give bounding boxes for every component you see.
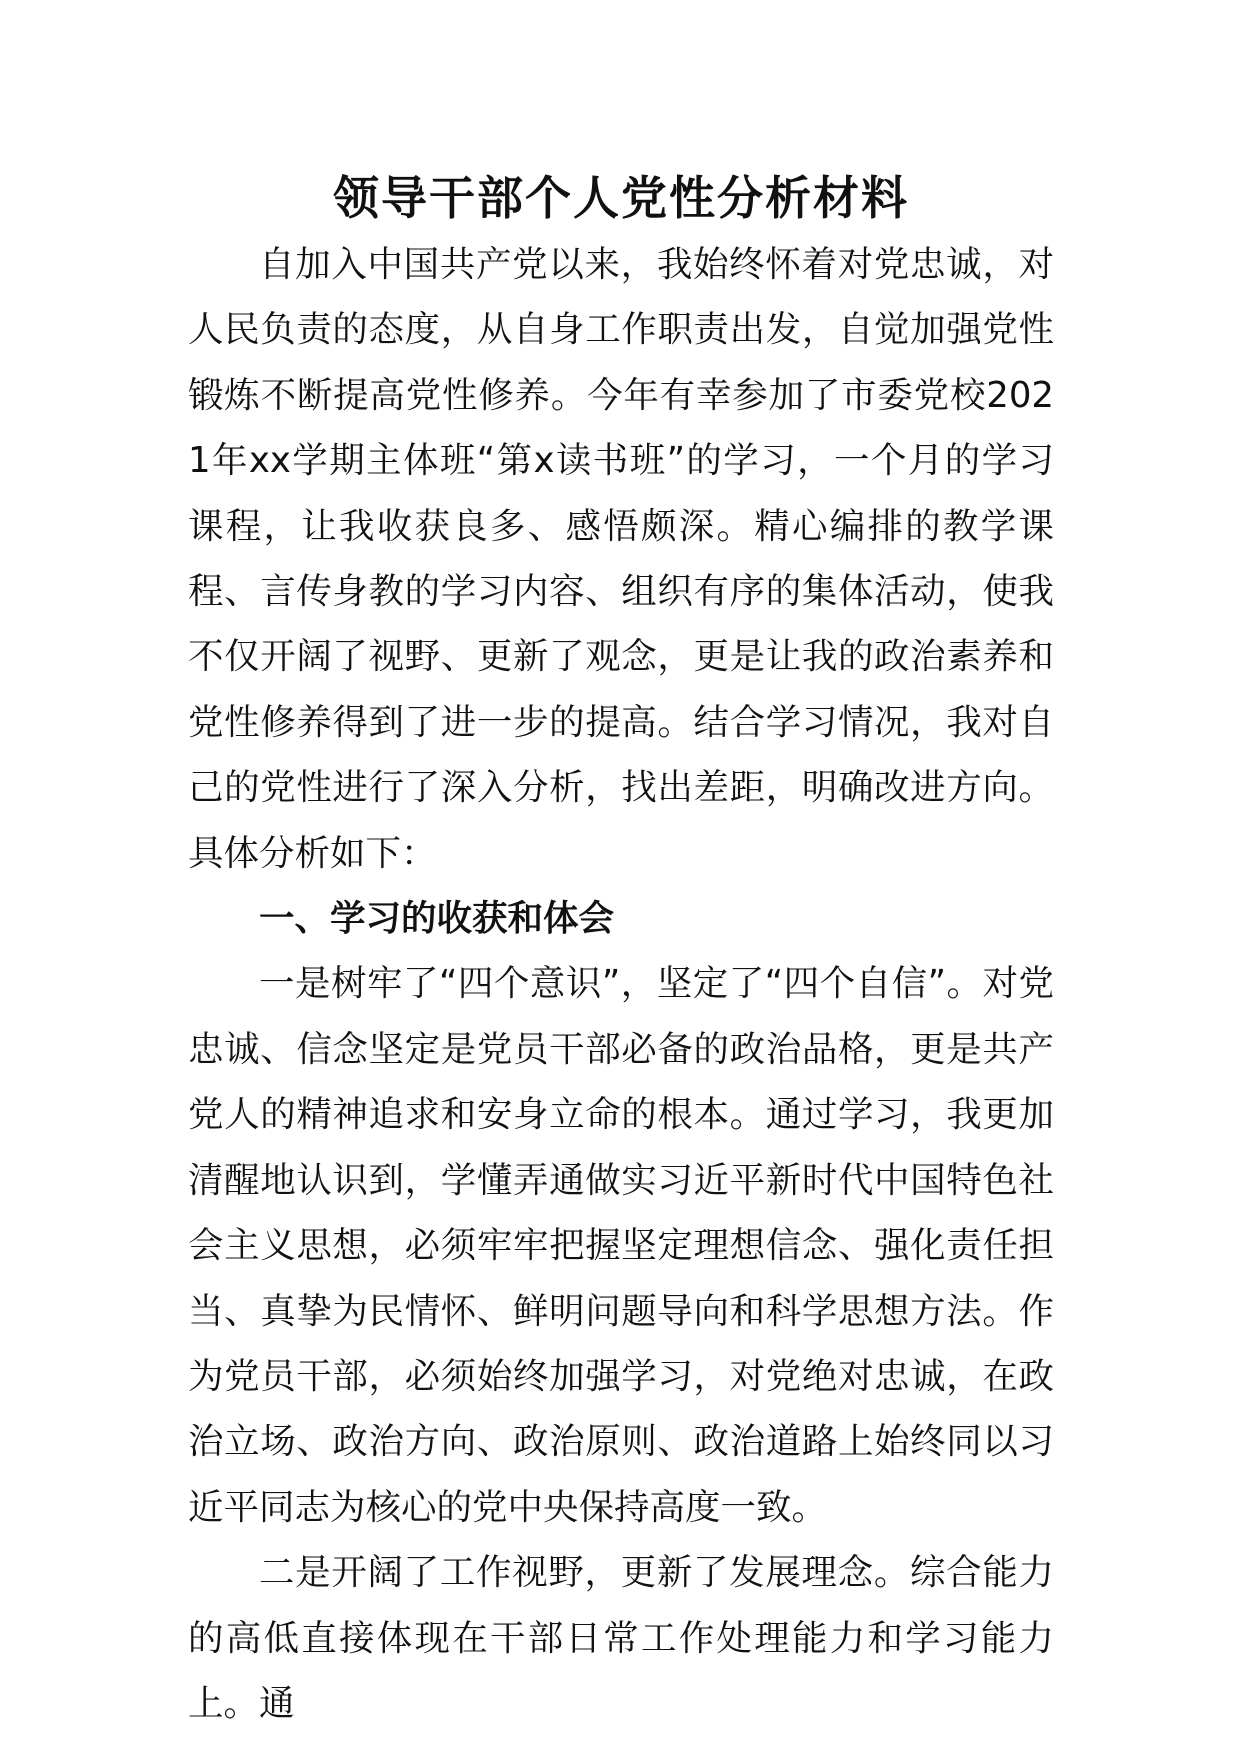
document-body — [188, 232, 1054, 1736]
section-heading-1: 一、学习的收获和体会 — [259, 898, 615, 940]
document-title: 领导干部个人党性分析材料 — [333, 171, 909, 225]
point-2-paragraph: 二是开阔了工作视野，更新了发展理念。综合能力的高低直接体现在干部日常工作处理能力和学习能力上。通 — [188, 1552, 1054, 1724]
document-page — [188, 0, 1054, 1754]
point-1-paragraph: 一是树牢了“四个意识”，坚定了“四个自信”。对党忠诚、信念坚定是党员干部必备的政治品格，更是共产党人的精神追求和安身立命的根本。通过学习，我更加清醒地认识到，学懂弄通做实习近平新时代中国特色社会主义思想，必须牢牢把握坚定理想信念、强化责任担当、真挚为民情怀、鲜明问题导向和科学思想方法。作为党员干部，必须始终加强学习，对党绝对忠诚，在政治立场、政治方向、政治原则、政治道路上始终同以习近平同志为核心的党中央保持高度一致。 — [188, 963, 1054, 1528]
intro-paragraph: 自加入中国共产党以来，我始终怀着对党忠诚，对人民负责的态度，从自身工作职责出发，自觉加强党性锻炼不断提高党性修养。今年有幸参加了市委党校2021年xx学期主体班“第x读书班”的学习，一个月的学习课程，让我收获良多、感悟颇深。精心编排的教学课程、言传身教的学习内容、组织有序的集体活动，使我不仅开阔了视野、更新了观念，更是让我的政治素养和党性修养得到了进一步的提高。结合学习情况，我对自己的党性进行了深入分析，找出差距，明确改进方向。具体分析如下： — [188, 244, 1054, 874]
